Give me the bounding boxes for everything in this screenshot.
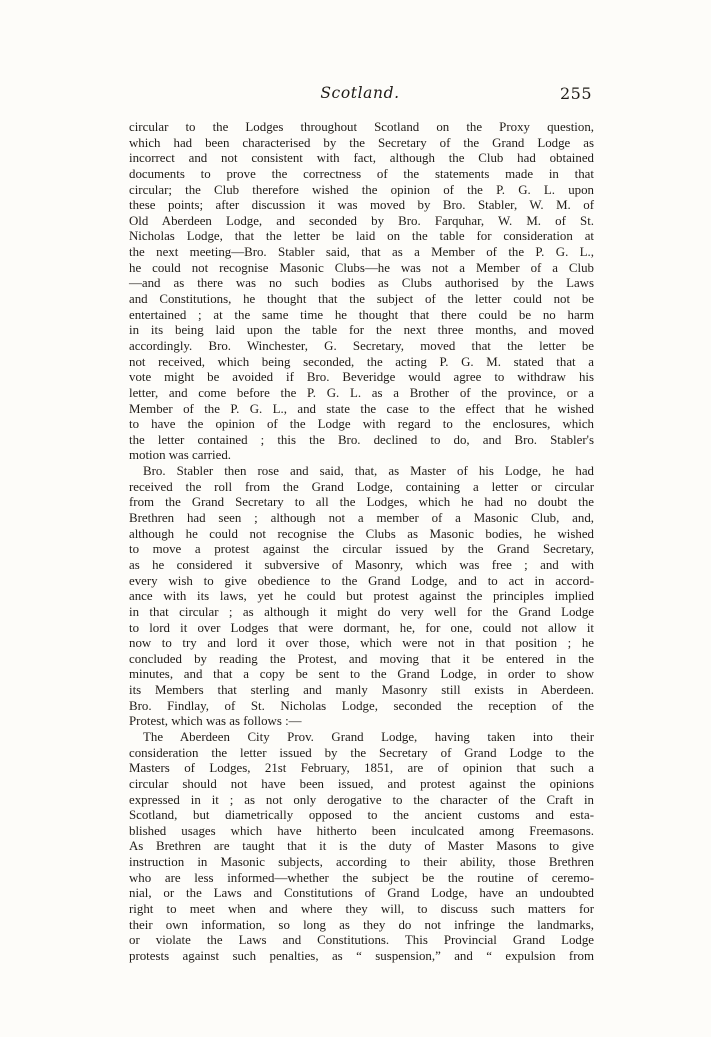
text-line: these points; after discussion it was moved by Bro. Stabler, W. M. of xyxy=(129,198,594,213)
text-line: circular; the Club therefore wished the opinion of the P. G. L. upon xyxy=(129,182,594,197)
text-line: Protest, which was as follows :— xyxy=(129,714,302,729)
text-line: Scotland, but diametrically opposed to the ancient customs and esta- xyxy=(129,808,594,823)
text-line: which had been characterised by the Secretary of the Grand Lodge as xyxy=(129,135,594,150)
text-line: Nicholas Lodge, that the letter be laid on the table for consideration at xyxy=(129,229,594,244)
text-line: right to meet when and where they will, to discuss such matters for xyxy=(129,902,594,917)
text-line: letter, and come before the P. G. L. as a Brother of the province, or a xyxy=(129,385,594,400)
text-line: consideration the letter issued by the Secretary of Grand Lodge to the xyxy=(129,745,594,760)
text-line: in its being laid upon the table for the next three months, and moved xyxy=(129,323,594,338)
text-line: its Members that sterling and manly Masonry still exists in Aberdeen. xyxy=(129,683,594,698)
text-line: expressed in it ; as not only derogative to the character of the Craft in xyxy=(129,792,594,807)
page-header xyxy=(128,84,592,106)
text-line: —and as there was no such bodies as Clubs authorised by the Laws xyxy=(129,276,594,291)
text-line: Member of the P. G. L., and state the case to the effect that he wished xyxy=(129,401,594,416)
text-line: the letter contained ; this the Bro. declined to do, and Bro. Stabler's xyxy=(129,432,594,447)
text-line: incorrect and not consistent with fact, although the Club had obtained xyxy=(129,151,594,166)
text-line: in that circular ; as although it might do very well for the Grand Lodge xyxy=(129,604,594,619)
text-line: blished usages which have hitherto been inculcated among Freemasons. xyxy=(129,823,594,838)
body-text xyxy=(129,120,594,965)
text-line: circular should not have been issued, and protest against the opinions xyxy=(129,776,594,791)
text-line: minutes, and that a copy be sent to the Grand Lodge, in order to show xyxy=(129,667,594,682)
text-line: Bro. Findlay, of St. Nicholas Lodge, seconded the reception of the xyxy=(129,698,594,713)
text-line: not received, which being seconded, the acting P. G. M. stated that a xyxy=(129,354,594,369)
text-line: to lord it over Lodges that were dormant, he, for one, could not allow it xyxy=(129,620,594,635)
text-line: who are less informed—whether the subject be the routine of ceremo- xyxy=(129,870,594,885)
text-line: every wish to give obedience to the Grand Lodge, and to act in accord- xyxy=(129,573,594,588)
text-line: Masters of Lodges, 21st February, 1851, are of opinion that such a xyxy=(129,761,594,776)
text-line: to move a protest against the circular issued by the Grand Secretary, xyxy=(129,542,594,557)
text-line: vote might be avoided if Bro. Beveridge would agree to withdraw his xyxy=(129,370,594,385)
text-line: from the Grand Secretary to all the Lodges, which he had no doubt the xyxy=(129,495,594,510)
text-line: Bro. Stabler then rose and said, that, as Master of his Lodge, he had xyxy=(143,464,594,479)
text-line: instruction in Masonic subjects, according to their ability, those Brethren xyxy=(129,855,594,870)
text-line: entertained ; at the same time he thought that there could be no harm xyxy=(129,307,594,322)
text-line: or violate the Laws and Constitutions. This Provincial Grand Lodge xyxy=(129,933,594,948)
text-line: the next meeting—Bro. Stabler said, that as a Member of the P. G. L., xyxy=(129,245,594,260)
text-line: concluded by reading the Protest, and moving that it be entered in the xyxy=(129,651,594,666)
text-line: and Constitutions, he thought that the subject of the letter could not be xyxy=(129,292,594,307)
text-line: as he considered it subversive of Masonry, which was free ; and with xyxy=(129,557,594,572)
text-line: Old Aberdeen Lodge, and seconded by Bro. Farquhar, W. M. of St. xyxy=(129,213,594,228)
text-line: received the roll from the Grand Lodge, containing a letter or circular xyxy=(129,479,594,494)
text-line: circular to the Lodges throughout Scotland on the Proxy question, xyxy=(129,120,594,134)
text-line: he could not recognise Masonic Clubs—he was not a Member of a Club xyxy=(129,260,594,275)
text-line: now to try and lord it over those, which were not in that position ; he xyxy=(129,636,594,651)
running-title: Scotland. xyxy=(320,84,400,102)
text-line: nial, or the Laws and Constitutions of Grand Lodge, have an undoubted xyxy=(129,886,594,901)
text-line: The Aberdeen City Prov. Grand Lodge, having taken into their xyxy=(143,729,594,744)
text-line: As Brethren are taught that it is the duty of Master Masons to give xyxy=(129,839,594,854)
text-line: their own information, so long as they do not infringe the landmarks, xyxy=(129,917,594,932)
text-line: Brethren had seen ; although not a member of a Masonic Club, and, xyxy=(129,511,594,526)
page-number: 255 xyxy=(559,84,592,103)
text-line: ance with its laws, yet he could but protest against the principles implied xyxy=(129,589,594,604)
text-line: accordingly. Bro. Winchester, G. Secretary, moved that the letter be xyxy=(129,338,594,353)
text-line: motion was carried. xyxy=(129,448,232,463)
text-line: protests against such penalties, as “ suspension,” and “ expulsion from xyxy=(129,948,594,963)
text-line: documents to prove the correctness of the statements made in that xyxy=(129,166,594,181)
text-line: to have the opinion of the Lodge with regard to the enclosures, which xyxy=(129,417,594,432)
text-line: although he could not recognise the Clubs as Masonic bodies, he wished xyxy=(129,526,594,541)
